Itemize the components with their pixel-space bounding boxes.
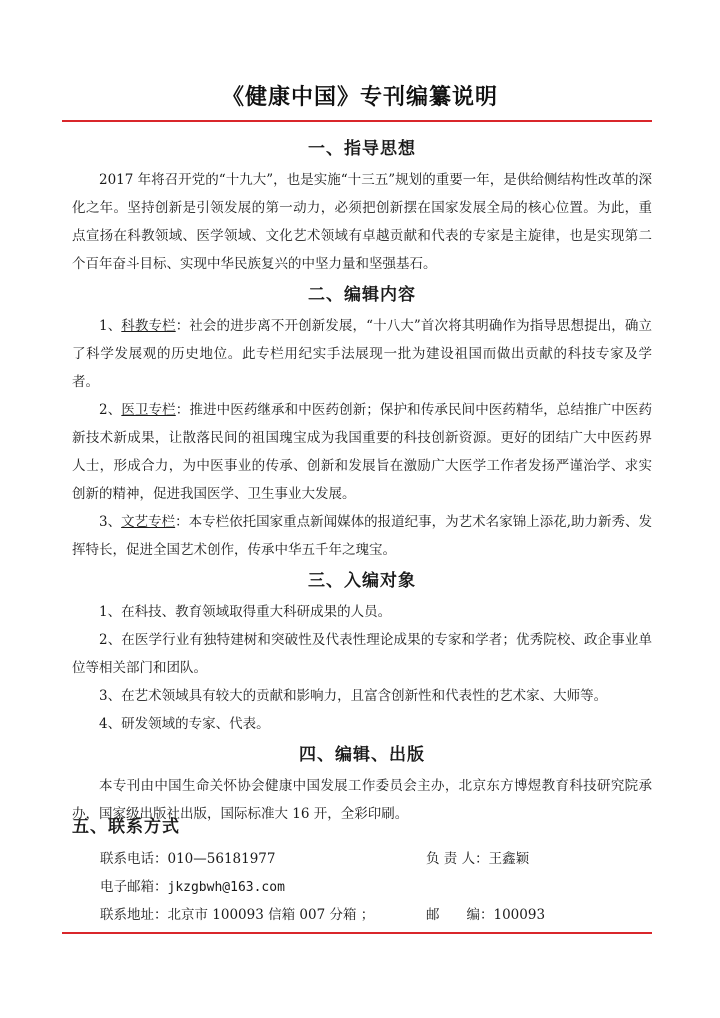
section-4-paragraph: 本专刊由中国生命关怀协会健康中国发展工作委员会主办，北京东方博煜教育科技研究院承办，国家级出版社出版，国际标准大 16 开，全彩印刷。 — [72, 778, 652, 822]
document-title: 《健康中国》专刊编纂说明 — [221, 85, 498, 110]
section-4-heading: 四、编辑、出版 — [299, 745, 425, 765]
section-3-item-1: 1、在科技、教育领域取得重大科研成果的人员。 — [99, 604, 392, 620]
section-2-heading: 二、编辑内容 — [308, 285, 416, 305]
email: 电子邮箱：jkzgbwh@163.com — [100, 879, 285, 895]
column-label-wenyi: 文艺专栏 — [121, 514, 176, 530]
column-label-yiwei: 医卫专栏 — [121, 402, 176, 418]
section-3-heading: 三、入编对象 — [308, 571, 416, 591]
column-label-keji: 科教专栏 — [121, 318, 176, 334]
section-5-heading: 五、联系方式 — [72, 817, 180, 837]
phone: 联系电话：010—56181977 — [100, 851, 276, 867]
section-3-item-2: 2、在医学行业有独特建树和突破性及代表性理论成果的专家和学者；优秀院校、政企事业单位等相关部门和团队。 — [72, 632, 652, 676]
document-body — [72, 132, 652, 828]
section-3-item-4: 4、研发领域的专家、代表。 — [99, 716, 270, 732]
top-red-rule — [62, 120, 652, 122]
section-2-item-2: 2、医卫专栏：推进中医药继承和中医药创新；保护和传承民间中医药精华，总结推广中医药新技术新成果，让散落民间的祖国瑰宝成为我国重要的科技创新资源。更好的团结广大中医药界人士，形成合力，为中医事业的传承、创新和发展旨在激励广大医学工作者发扬严谨治学、求实创新的精神，促进我国医学、卫生事业大发展。 — [72, 402, 653, 502]
section-3-item-3: 3、在艺术领域具有较大的贡献和影响力，且富含创新性和代表性的艺术家、大师等。 — [99, 688, 608, 704]
email-address[interactable]: jkzgbwh@163.com — [167, 880, 285, 895]
bottom-red-rule — [62, 932, 652, 934]
section-2-item-3: 3、文艺专栏：本专栏依托国家重点新闻媒体的报道纪事，为艺术名家锦上添花,助力新秀、发挥特长，促进全国艺术创作，传承中华五千年之瑰宝。 — [72, 514, 653, 558]
address: 联系地址：北京市 100093 信箱 007 分箱 ； — [100, 907, 375, 923]
postcode: 邮 编：100093 — [426, 907, 546, 923]
responsible-person: 负 责 人：王鑫颖 — [426, 851, 530, 867]
section-1-paragraph: 2017 年将召开党的“十九大”，也是实施“十三五”规划的重要一年，是供给侧结构性改革的深化之年。坚持创新是引领发展的第一动力，必须把创新摆在国家发展全局的核心位置。为此，重点宣扬在科教领域、医学领域、文化艺术领域有卓越贡献和代表的专家是主旋律，也是实现第二个百年奋斗目标、实现中华民族复兴的中坚力量和坚强基石。 — [72, 172, 652, 272]
section-2-item-1: 1、科教专栏：社会的进步离不开创新发展，“十八大”首次将其明确作为指导思想提出，确立了科学发展观的历史地位。此专栏用纪实手法展现一批为建设祖国而做出贡献的科技专家及学者。 — [72, 318, 653, 390]
section-1-heading: 一、指导思想 — [308, 139, 416, 159]
